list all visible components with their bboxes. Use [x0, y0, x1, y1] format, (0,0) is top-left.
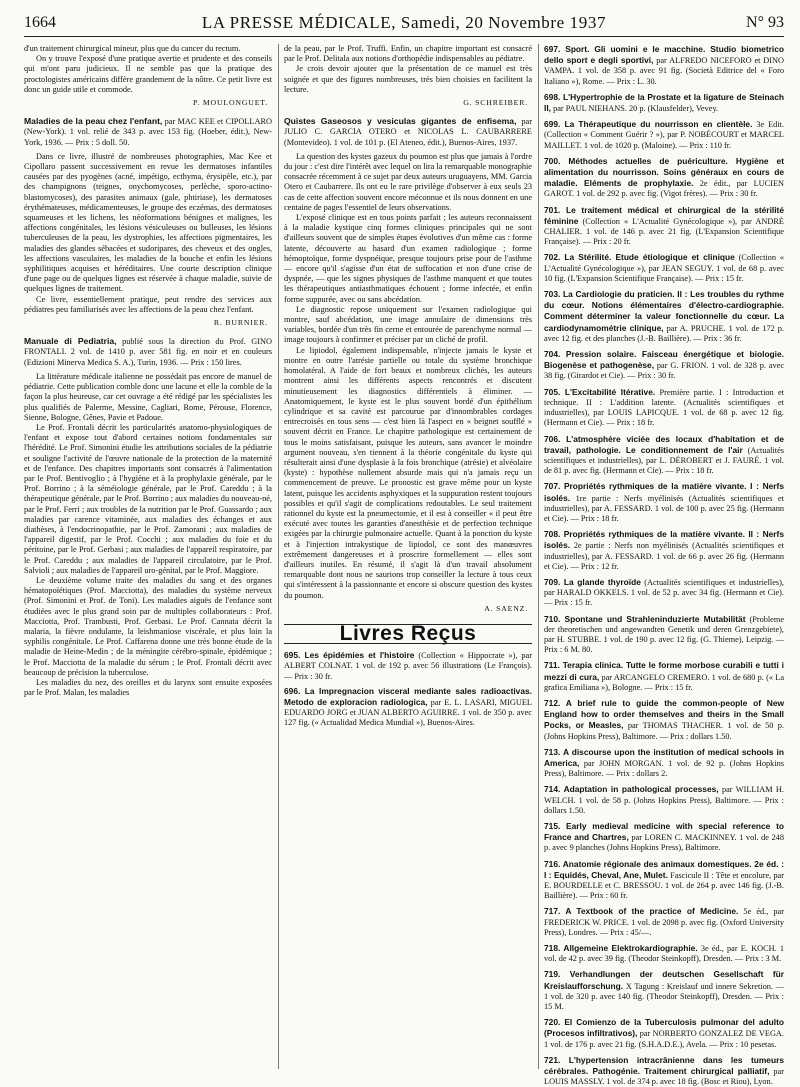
- book-meta: 2e partie : Nerfs non myélinisés (Actualités scientifiques et industrielles), par A. FESSARD. 1 vol. de 66 p. avec 26 fig. (Hermann et Cie). — Prix : 12 fr.: [544, 541, 784, 571]
- book-meta: 2e édit., par LUCIEN GAROT. 1 vol. de 292 p. avec fig. (Vigot frères). — Prix : 30 fr.: [544, 179, 784, 199]
- review-meta: par JULIO C. GARCIA OTERO et NICOLAS L. CAUBARRERE (Montevideo). 1 vol. de 101 p. (El Ateneo, édit.), Buenos-Aires, 1937.: [284, 117, 532, 147]
- book-meta: par WILLIAM H. WELCH. 1 vol. de 58 p. (Johns Hopkins Press), Baltimore. — Prix : dollars 1.50.: [544, 785, 784, 815]
- book-meta: (Actualités scientifiques et industrielles), par HARALD OKKELS. 1 vol. de 52 p. avec 34 fig. (Hermann et Cie). — Prix : 15 fr.: [544, 577, 784, 608]
- book-title: 711. Terapia clinica. Tutte le forme morbose curabili e tutti i mezzi di cura,: [544, 660, 784, 682]
- book-entry: [544, 1017, 784, 1050]
- book-title: 721. L'hypertension intracrânienne dans les tumeurs cérébrales. Pathogénie. Traitement chirurgical palliatif,: [544, 1054, 784, 1077]
- book-meta: par NORBERTO GONZALEZ DE VEGA. 1 vol. de 176 p. avec 21 fig. (S.H.A.D.E.), Avela. — Prix : 10 pesetas.: [544, 1029, 784, 1049]
- book-title: 713. A discourse upon the institution of medical schools in America,: [544, 746, 784, 768]
- column-divider: [538, 44, 539, 1069]
- book-entry: [544, 205, 784, 248]
- book-entry: [544, 969, 784, 1012]
- book-meta: Fascicule II : Tête et encolure, par E. BOURDELLE et C. BRESSOU. 1 vol. de 264 p. avec 146 fig. (J.-B. Baillière). — Prix : 60 fr.: [544, 870, 784, 901]
- review-signature: G. SCHREIBER.: [463, 98, 528, 108]
- book-title: 707. Propriétés rythmiques de la matière vivante. I : Nerfs isolés.: [544, 481, 784, 503]
- book-entry: [544, 821, 784, 854]
- book-entry: [544, 577, 784, 609]
- review-title: Manuale di Pediatria,: [24, 336, 117, 347]
- journal-title: LA PRESSE MÉDICALE, Samedi, 20 Novembre 1937: [201, 13, 607, 32]
- book-title: 698. L'Hypertrophie de la Prostate et la ligature de Steinach II,: [544, 91, 784, 114]
- book-title: 720. El Comienzo de la Tuberculosis pulmonar del adulto (Procesos infiltrativos),: [544, 1017, 784, 1039]
- column-divider: [278, 44, 279, 1069]
- book-title: 700. Méthodes actuelles de puériculture. Hygiène et alimentation du nourrisson. Soins généraux en cours de maladie. Eléments de prophylaxie.: [544, 155, 784, 189]
- book-title: 706. L'atmosphère viciée des locaux d'habitation et de travail, pathologie. Le conditionnement de l'air: [544, 433, 784, 455]
- section-livres-recus: [284, 621, 532, 645]
- book-entry: [544, 92, 784, 114]
- book-entry: [544, 44, 784, 87]
- review-heading: [284, 116, 532, 148]
- book-entry: [544, 698, 784, 742]
- book-meta: par A. PRUCHE. 1 vol. de 172 p. avec 12 fig. et des planches (J.-B. Baillière). — Prix : 36 fr.: [544, 323, 784, 343]
- book-title: 710. Spontane und Strahleninduzierte Mutabilität: [544, 613, 746, 624]
- paragraph: La littérature médicale italienne ne possédait pas encore de manuel de pédiatrie. Cette publication comble donc une lacune et elle la comble de la façon la plus heureuse, car cet ouvrage a été rédigé par les spécialistes les plus qualifiés de Palerme, Messine, Cagliari, Rome, Pérouse, Florence, Sienne, Bologne, Gênes, Pavie et Padoue.: [24, 371, 272, 422]
- column-left: [24, 44, 272, 1074]
- book-title: 714. Adaptation in pathological processes,: [544, 784, 719, 795]
- paragraph: La question des kystes gazeux du poumon est plus que jamais à l'ordre du jour : c'est dire l'intérêt avec lequel on lira la remarquable monographie consacrée récemment à ce sujet par deux auteurs uruguayens, MM. Garcia Otero et Caubarrere. Ils ont eu le rare privilège d'observer à eux seuls 23 cas de cette affection souvent encore méconnue et ils nous donnent en une centaine de pages l'essentiel de leurs observations.: [284, 151, 532, 212]
- book-meta: Première partie. I : Introduction et technique. II : L'addition latente. (Actualités scientifiques et industrielles), par LOUIS LAPICQUE. 1 vol. de 68 p. avec 12 fig. (Hermann et Cie). — Prix : 18 fr.: [544, 387, 784, 428]
- review-signature: A. SAENZ.: [484, 603, 528, 613]
- book-title: 705. L'Excitabilité Itérative.: [544, 386, 656, 397]
- book-title: 695. Les épidémies et l'histoire: [284, 650, 415, 661]
- paragraph: Les maladies du nez, des oreilles et du larynx sont ensuite exposées par le Prof. Malan, les maladies: [24, 677, 272, 698]
- book-entry: [284, 650, 532, 682]
- book-meta: par THOMAS THACHER. 1 vol. de 50 p. (Johns Hopkins Press), Baltimore. — Prix : dollars 1.50.: [544, 721, 785, 741]
- book-entry: [544, 481, 784, 524]
- review-heading: [24, 336, 272, 368]
- book-title: 718. Allgemeine Elektrokardiographie.: [544, 943, 698, 954]
- book-meta: (Collection « L'Actualité Gynécologique »), par JEAN SEGUY. 1 vol. de 68 p. avec 10 fig. (L'Expansion Scientifique Française). — Prix : 15 fr.: [544, 253, 784, 283]
- book-entry: [544, 349, 784, 382]
- book-meta: par JOHN MORGAN. 1 vol. de 92 p. (Johns Hopkins Press), Baltimore. — Prix : dollars 2.: [544, 758, 784, 779]
- review-meta: publié sous la direction du Prof. GINO FRONTALI. 2 vol. de 1410 p. avec 581 fig. en noir et en couleurs (Edizioni Minerva Medica S. A.), Turin, 1936. — Prix : 150 lires.: [24, 337, 273, 367]
- book-title: 717. A Textbook of the practice of Medicine.: [544, 906, 739, 917]
- book-meta: par E. L. LASARI, MIGUEL EDUARDO JORG et JUAN ALBERTO AGUIRRE. 1 vol. de 350 p. avec 127 fig. (« Actualidad Medica Mundial »), Buenos-Aires.: [284, 697, 532, 728]
- book-meta: par PAUL NIEHANS. 20 p. (Klausfelder), Vevey.: [553, 104, 719, 114]
- paragraph: Le deuxième volume traite des maladies du sang et des organes hématopoïétiques (Prof. Macciotta), des maladies du système nerveux (Prof. Simonini et Prof. de Toni). Les maladies aiguës de l'enfance sont étudiées avec le plus grand soin par de multiples collaborateurs : Prof. Macciotta, Prof. Trambusti, Prof. Gerbasi. Le Prof. Cannata décrit la malaria, la fièvre ondulante, la leishmaniose viscérale, et plus loin la syphilis congénitale. Le Prof. Caffarena donne une très bonne étude de la maladie de Heine-Medin ; de la méningite cérébro-spinale, épidémique ; le Prof. Macciotta de la maladie du sérum ; le Prof. Frontali décrit avec beaucoup de précision la tuberculose.: [24, 575, 272, 677]
- book-title: 702. La Stérilité. Etude étiologique et clinique: [544, 252, 735, 263]
- section-title: Livres Reçus: [339, 621, 477, 645]
- book-title: 699. La Thérapeutique du nourrisson en clientèle.: [544, 119, 753, 130]
- book-title: 701. Le traitement médical et chirurgical de la stérilité féminine: [544, 204, 784, 226]
- book-title: 703. La Cardiologie du praticien. II : Les troubles du rythme du cœur. Notions élémentaires d'électro-cardiographie. Comment déterminer la valeur fonctionnelle du cœur. La cardiodynamométrie clinique,: [544, 289, 784, 333]
- book-entry: [544, 387, 784, 429]
- book-meta: (Collection « Hippocrate »), par ALBERT COLNAT. 1 vol. de 192 p. avec 56 illustrations (Le François). — Prix : 30 fr.: [284, 651, 532, 681]
- column-middle: [284, 44, 532, 1074]
- paragraph: de la peau, par le Prof. Truffi. Enfin, un chapitre important est consacré par le Prof. Delitala aux notions d'orthopédie indispensables au pédiatre.: [284, 44, 532, 64]
- paragraph: Je crois devoir ajouter que la présentation de ce manuel est très soignée et que des figures nombreuses, très bien choisies en facilitent la lecture.: [284, 64, 532, 94]
- book-title: 719. Verhandlungen der deutschen Gesellschaft für Kreislaufforschung.: [544, 969, 784, 991]
- issue-number: N° 93: [746, 14, 784, 31]
- book-entry: [544, 660, 784, 693]
- review-meta: par MAC KEE et CIPOLLARO (New-York). 1 vol. relié de 343 p. avec 153 fig. (Hoeber, édit.), New-York, 1936. — Prix : 5 doll. 50.: [24, 117, 273, 147]
- book-meta: par LOUIS MASSLY. 1 vol. de 374 p. avec 18 fig. (Bosc et Riou), Lyon.: [544, 1067, 785, 1087]
- book-title: 712. A brief rule to guide the common-people of New England how to order themselves and theirs in the Small Pocks, or Measles,: [544, 697, 784, 731]
- paragraph: Le diagnostic repose uniquement sur l'examen radiologique qui montre, sauf abcédation, une image annulaire de dimensions très variables, bordée d'un très fin cerne et entourée de parenchyme normal — image toujours à confirmer et préciser par un cliché de profil.: [284, 304, 532, 345]
- review-signature: R. BURNIER.: [213, 318, 268, 328]
- book-entry: [544, 529, 784, 572]
- book-meta: 1re partie : Nerfs myélinisés (Actualités scientifiques et industrielles), par A. FESSARD. 1 vol. de 100 p. avec 25 fig. (Hermann et Cie). — Prix : 18 fr.: [544, 493, 785, 523]
- paragraph: On y trouve l'exposé d'une pratique avertie et prudente et des conseils qui m'ont paru judicieux. Il ne semble pas que la pratique des proctologistes américains diffère grandement de la nôtre. Ce petit livre est donc un guide utile et commode.: [24, 54, 272, 94]
- book-title: 696. La Impregnacion visceral mediante sales radioactivas. Metodo de exploracion radiologica,: [284, 685, 532, 707]
- book-meta: par ARCANGELO CREMERO. 1 vol. de 680 p. (« La grafica Emiliana »), Bologne. — Prix : 15 fr.: [544, 672, 784, 692]
- book-meta: 3e éd., par E. KOCH. 1 vol. de 42 p. avec 39 fig. (Theodor Steinkopff), Dresden. — Prix : 3 M.: [544, 944, 784, 964]
- book-meta: 3e Edit. (Collection « Comment Guérir ? »), par P. NOBÉCOURT et MARCEL MAILLET. 1 vol. de 1020 p. (Maloine). — Prix : 110 fr.: [544, 120, 784, 150]
- paragraph: Ce livre, essentiellement pratique, peut rendre des services aux pédiatres peu familiarisés avec les affections de la peau chez l'enfant.: [24, 294, 272, 314]
- book-title: 708. Propriétés rythmiques de la matière vivante. II : Nerfs isolés.: [544, 529, 784, 551]
- book-entry: [544, 747, 784, 780]
- book-meta: par G. FRION. 1 vol. de 328 p. avec 38 fig. (Girardot et Cie). — Prix : 30 fr.: [544, 361, 785, 381]
- paragraph: Le lipiodol, également indispensable, n'injecte jamais le kyste et montre en outre l'atrésie partielle ou totale du système bronchique homolatéral. A l'aide de fort beaux et nombreux clichés, les auteurs montrent ainsi les différents aspects rencontrés et discutent minutieusement les diagnostics différentiels à éliminer. — Anatomiquement, le kyste est le plus souvent bordé d'un épithélium cylindrique et sa cavité est parcourue par d'innombrables cordages entrecroisés en tous sens — c'est bien là l'aspect en « beignet soufflé » souvent décrit en France. Le chapitre pathologique est certainement de tous le moins satisfaisant, puisque les auteurs, sans avancer le moindre argument nouveau, s'en tiennent à la théorie congénitale du kyste qui résulterait ainsi d'une dysplasie à la fois bronchique (atrésie) et alvéolaire (kyste) : hypothèse nullement absurde mais qui n'a jamais reçu un commencement de preuve. Le pronostic est grave même pour un kyste latent, puisque les accidents asphyxiques et la suppuration restent toujours possibles et qu'il s'agit de complications redoutables. Le seul traitement rationnel du kyste est la pneumectomie, et il est à conseiller « il peut être exécuté avec toutes les garanties d'anesthésie et de perfection technique exigées par la chirurgie pulmonaire actuelle. Quant à la ponction du kyste et à l'injection intrakystique de lipiodol, ce sont des manœuvres extrêmement dangereuses et à proscrire formellement — elles sont d'ailleurs inutiles. En résumé, il s'agit là d'un travail absolument remarquable dont nous ne saurions trop conseiller la lecture à tous ceux qui s'intéressent à la passionnante et encore si obscure question des kystes du poumon.: [284, 345, 532, 600]
- paragraph: Dans ce livre, illustré de nombreuses photographies, Mac Kee et Cipollaro passent successivement en revue les dermatoses infantiles causées par des pyogènes (acné, impétigo, ecthyma, érysipèle, etc.), par des champignons (teignes, onychomycoses, perlèche, sporo-actino-blastomycoses), des parasites animaux (gale, phtiriase), les dermatoses érythémateuses, médicamenteuses, le groupe des eczémas, des dermatoses squameuses et les lichens, les néoformations bénignes et malignes, les affections congénitales, les lésions vésiculeuses ou bulleuses, les lésions tuberculeuses de la peau, les dystrophies, les affections pigmentaires, les maladies des glandes sébacées et sudoripares, des cheveux et des ongles, les affections vasculaires, les maladies de la bouche et enfin les lésions syphilitiques acquises et héréditaires. Une courte description clinique d'une page ou de quelques lignes est réservée à chaque maladie, suivie de quelques lignes de traitement.: [24, 151, 272, 294]
- book-entry: [544, 119, 784, 151]
- paragraph: L'exposé clinique est en tous points parfait ; les auteurs reconnaissent à la maladie kystique cinq formes cliniques principales qui ne sont d'ailleurs souvent que de simples étapes évolutives d'un même cas : forme latente, découverte au hasard d'un examen radiologique ; forme hémoptoïque, forme dyspnéique, presque toujours prise pour de l'asthme — encore qu'il s'agisse d'un état de suffocation et non d'une crise de dyspnée, — que les signes physiques de l'asthme manquent et que toutes les thérapeutiques antiasthmatiques échouent ; forme infectée, et enfin forme suppurée, avec ou sans abcédation.: [284, 213, 532, 304]
- review-title: Maladies de la peau chez l'enfant,: [24, 116, 163, 127]
- book-meta: 5e éd., par FREDERICK W. PRICE. 1 vol. de 2098 p. avec fig. (Oxford University Press), Londres. — Prix : 45/—.: [544, 907, 784, 937]
- book-entry: [544, 434, 784, 477]
- book-entry: [544, 943, 784, 964]
- book-title: 715. Early medieval medicine with special reference to France and Chartres,: [544, 821, 784, 843]
- book-meta: X Tagung : Kreislauf und innere Sekretion. — 1 vol. de 320 p. avec 140 fig. (Theodor Steinkopff), Dresden. — Prix : 15 M.: [544, 981, 784, 1012]
- book-entry: [544, 1055, 784, 1087]
- book-title: 697. Sport. Gli uomini e le macchine. Studio biometrico dello sport e degli sportivi,: [544, 44, 784, 66]
- book-entry: [284, 686, 532, 729]
- page-header: [24, 10, 784, 37]
- review-heading: [24, 116, 272, 148]
- review-title: Quistes Gaseosos y vesiculas gigantes de enfisema,: [284, 116, 517, 127]
- book-entry: [544, 906, 784, 938]
- column-right: [544, 44, 785, 1087]
- book-title: 704. Pression solaire. Faisceau énergétique et biologie. Biogenèse et pathogenèse,: [544, 349, 784, 371]
- book-meta: (Collection « L'Actualité Gynécologique »), par ANDRÉ CHALIER. 1 vol. de 146 p. avec 21 fig. (L'Expansion Scientifique Française). — Prix : 20 fr.: [544, 216, 785, 247]
- book-entry: [544, 156, 784, 200]
- paragraph: Le Prof. Frontali décrit les particularités anatomo-physiologiques de l'enfant et expose tout d'abord certaines notions fondamentales sur l'hérédité. Le Prof. Simonini étudie les attributions sociales de la pédiatrie et souligne l'activité de l'œuvre nationale de la protection de la maternité et de l'enfance. Des chapitres importants sont consacrés à l'alimentation par le Prof. Bentivoglio ; à l'hygiène et à la prophylaxie générale, par le Prof. Borrino ; à la séméiologie générale, par le Prof. Careddu ; à la thérapeutique générale, par le Prof. Borrino ; aux maladies du nouveau-né, par le Prof. Ferri ; aux troubles de la nutrition par le Prof. Guassardo ; aux maladies par carence vitaminée, aux maladies des échanges et aux diathèses, à l'endocrinopathie, par le Prof. Zamorani ; aux maladies de l'appareil digestif, par le Prof. Cocchi ; aux maladies du foie et du péritoine, par le Prof. Gerbasi ; aux maladies de l'appareil respiratoire, par le Prof. Careddu ; aux maladies de l'appareil circulatoire, par le Prof. Salvioli ; aux maladies de l'appareil uro-génital, par le Prof. Maggiore.: [24, 422, 272, 575]
- book-meta: (Probleme der theoretischen und angewandten Genetik und deren Grenzgebiete), par H. STUBBE. 1 vol. de 190 p. avec 12 fig. (G. Thieme), Leipzig. — Prix : 6 M. 80.: [544, 614, 784, 655]
- book-title: 716. Anatomie régionale des animaux domestiques. 2e éd. : I : Equidés, Cheval, Ane, Mulet.: [544, 858, 784, 880]
- book-meta: par LOREN C. MACKINNEY. 1 vol. de 248 p. avec 9 planches (Johns Hopkins Press), Baltimore.: [544, 833, 785, 853]
- book-entry: [544, 252, 784, 284]
- book-entry: [544, 784, 784, 816]
- book-entry: [544, 614, 784, 656]
- paragraph: d'un traitement chirurgical mineur, plus que du cancer du rectum.: [24, 44, 241, 53]
- book-title: 709. La glande thyroïde: [544, 576, 641, 587]
- review-signature: P. MOULONGUET.: [193, 98, 268, 108]
- page-number: 1664: [24, 14, 56, 31]
- book-meta: par ALFREDO NICEFORO et DINO VAMPA. 1 vol. de 358 p. avec 91 fig. (Società Editrice del « Foro Italiano »), Rome. — Prix : L. 30.: [544, 56, 784, 86]
- book-meta: (Actualités scientifiques et industrielles), par L. DÉROBERT et J. FAURÉ. 1 vol. de 81 p. avec fig. (Hermann et Cie). — Prix : 18 fr.: [544, 445, 785, 476]
- book-entry: [544, 289, 784, 344]
- book-entry: [544, 859, 784, 902]
